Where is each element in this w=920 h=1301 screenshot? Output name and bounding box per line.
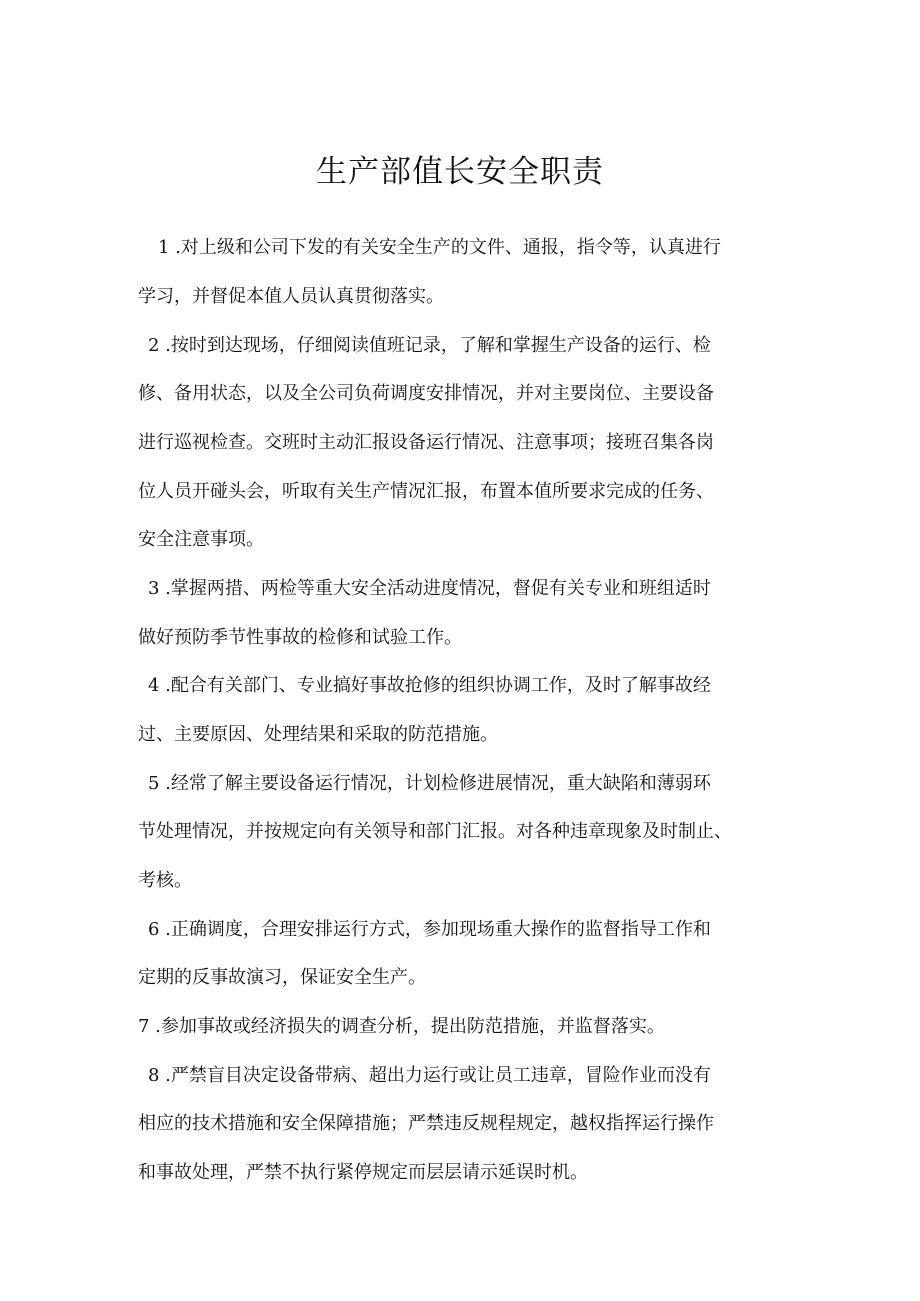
item-8-line-3: 和事故处理，严禁不执行紧停规定而层层请示延误时机。 <box>138 1162 588 1183</box>
item-2-line-2: 修、备用状态，以及全公司负荷调度安排情况，并对主要岗位、主要设备 <box>138 383 714 404</box>
item-3-line-1: 3 .掌握两措、两检等重大安全活动进度情况，督促有关专业和班组适时 <box>148 578 711 599</box>
item-4-line-2: 过、主要原因、处理结果和采取的防范措施。 <box>138 724 498 745</box>
item-5-line-2: 节处理情况，并按规定向有关领导和部门汇报。对各种违章现象及时制止、 <box>138 821 732 842</box>
item-4-line-1: 4 .配合有关部门、专业搞好事故抢修的组织协调工作，及时了解事故经 <box>148 675 711 696</box>
item-5-line-3: 考核。 <box>138 870 192 891</box>
item-1-line-2: 学习，并督促本值人员认真贯彻落实。 <box>138 286 444 307</box>
item-5-line-1: 5 .经常了解主要设备运行情况，计划检修进展情况，重大缺陷和薄弱环 <box>148 773 711 794</box>
item-7-line-1: 7 .参加事故或经济损失的调查分析，提出防范措施，并监督落实。 <box>138 1016 665 1037</box>
item-8-line-2: 相应的技术措施和安全保障措施；严禁违反规程规定，越权指挥运行操作 <box>138 1113 714 1134</box>
item-1-line-1: 1 .对上级和公司下发的有关安全生产的文件、通报，指令等，认真进行 <box>158 237 721 258</box>
item-8-line-1: 8 .严禁盲目决定设备带病、超出力运行或让员工违章，冒险作业而没有 <box>148 1065 711 1086</box>
item-2-line-4: 位人员开碰头会，听取有关生产情况汇报，布置本值所要求完成的任务、 <box>138 481 714 502</box>
item-6-line-1: 6 .正确调度，合理安排运行方式，参加现场重大操作的监督指导工作和 <box>148 919 711 940</box>
document-title: 生产部值长安全职责 <box>316 154 604 190</box>
item-2-line-5: 安全注意事项。 <box>138 529 264 550</box>
item-6-line-2: 定期的反事故演习，保证安全生产。 <box>138 967 426 988</box>
item-2-line-1: 2 .按时到达现场，仔细阅读值班记录，了解和掌握生产设备的运行、检 <box>148 335 711 356</box>
item-3-line-2: 做好预防季节性事故的检修和试验工作。 <box>138 627 462 648</box>
item-2-line-3: 进行巡视检查。交班时主动汇报设备运行情况、注意事项；接班召集各岗 <box>138 432 714 453</box>
